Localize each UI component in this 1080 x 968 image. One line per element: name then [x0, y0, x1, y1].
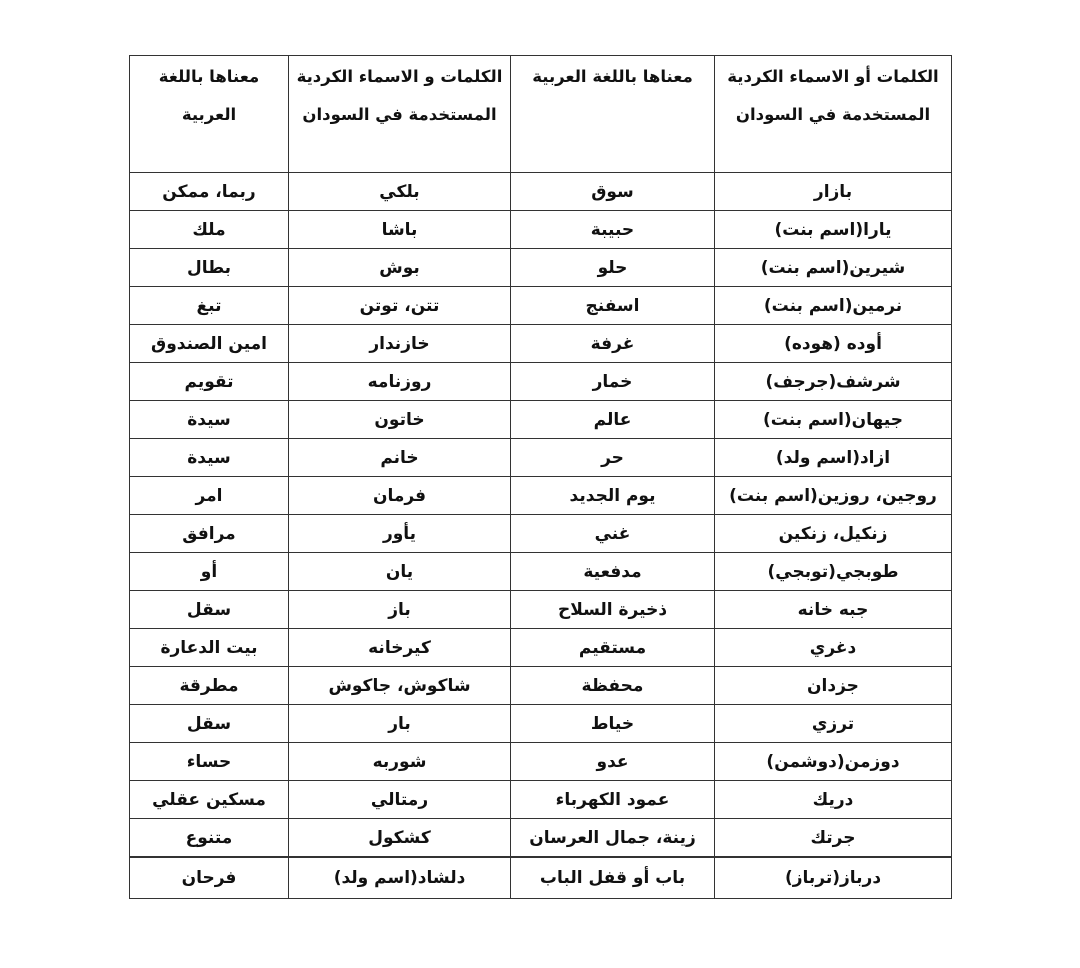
arabic-meaning-cell: خمار [511, 363, 715, 401]
arabic-meaning-cell: اسفنج [511, 287, 715, 325]
arabic-meaning-cell: غرفة [511, 325, 715, 363]
kurdish-word-cell: تتن، توتن [289, 287, 511, 325]
kurdish-word-cell: دوزمن(دوشمن) [715, 743, 952, 781]
arabic-meaning-cell: تبغ [130, 287, 289, 325]
kurdish-word-cell: روزنامه [289, 363, 511, 401]
kurdish-word-cell: دلشاد(اسم ولد) [289, 857, 511, 899]
table-row [130, 629, 952, 667]
kurdish-word-cell: كيرخانه [289, 629, 511, 667]
kurdish-word-cell: ازاد(اسم ولد) [715, 439, 952, 477]
kurdish-word-cell: دغري [715, 629, 952, 667]
kurdish-word-cell: طوبجي(توبجي) [715, 553, 952, 591]
arabic-meaning-cell: بطال [130, 249, 289, 287]
kurdish-word-cell: جبه خانه [715, 591, 952, 629]
table-row [130, 477, 952, 515]
table-row [130, 173, 952, 211]
arabic-meaning-cell: حر [511, 439, 715, 477]
kurdish-word-cell: شاكوش، جاكوش [289, 667, 511, 705]
kurdish-word-cell: نرمين(اسم بنت) [715, 287, 952, 325]
arabic-meaning-cell: حساء [130, 743, 289, 781]
kurdish-word-cell: شيرين(اسم بنت) [715, 249, 952, 287]
kurdish-word-cell: شوربه [289, 743, 511, 781]
arabic-meaning-cell: ذخيرة السلاح [511, 591, 715, 629]
arabic-meaning-cell: سيدة [130, 401, 289, 439]
table-row [130, 705, 952, 743]
table-row [130, 591, 952, 629]
arabic-meaning-cell: بيت الدعارة [130, 629, 289, 667]
arabic-meaning-cell: متنوع [130, 819, 289, 858]
arabic-meaning-cell: عالم [511, 401, 715, 439]
arabic-meaning-cell: امر [130, 477, 289, 515]
arabic-meaning-cell: باب أو قفل الباب [511, 857, 715, 899]
arabic-meaning-cell: مستقيم [511, 629, 715, 667]
table-row [130, 857, 952, 899]
arabic-meaning-cell: غني [511, 515, 715, 553]
kurdish-word-cell: يأور [289, 515, 511, 553]
kurdish-word-cell: جزدان [715, 667, 952, 705]
arabic-meaning-cell: خياط [511, 705, 715, 743]
table-row [130, 553, 952, 591]
table-row [130, 781, 952, 819]
arabic-meaning-cell: فرحان [130, 857, 289, 899]
kurdish-word-cell: جيهان(اسم بنت) [715, 401, 952, 439]
arabic-meaning-cell: تقويم [130, 363, 289, 401]
kurdish-word-cell: خازندار [289, 325, 511, 363]
arabic-meaning-cell: زينة، جمال العرسان [511, 819, 715, 858]
table-row [130, 743, 952, 781]
table-row [130, 249, 952, 287]
header-arabic-meaning-2: معناها باللغة العربية [130, 56, 289, 173]
kurdish-word-cell: كشكول [289, 819, 511, 858]
arabic-meaning-cell: أو [130, 553, 289, 591]
kurdish-word-cell: باز [289, 591, 511, 629]
arabic-meaning-cell: عدو [511, 743, 715, 781]
kurdish-word-cell: باشا [289, 211, 511, 249]
kurdish-word-cell: جرتك [715, 819, 952, 858]
arabic-meaning-cell: امين الصندوق [130, 325, 289, 363]
kurdish-word-cell: زنكيل، زنكين [715, 515, 952, 553]
kurdish-word-cell: يان [289, 553, 511, 591]
table-row [130, 667, 952, 705]
table-row [130, 439, 952, 477]
arabic-meaning-cell: سوق [511, 173, 715, 211]
kurdish-word-cell: يارا(اسم بنت) [715, 211, 952, 249]
kurdish-word-cell: خاتون [289, 401, 511, 439]
header-kurdish-words-1: الكلمات أو الاسماء الكردية المستخدمة في السودان [715, 56, 952, 173]
table-row [130, 401, 952, 439]
arabic-meaning-cell: ربما، ممكن [130, 173, 289, 211]
table-row [130, 211, 952, 249]
arabic-meaning-cell: مسكين عقلي [130, 781, 289, 819]
arabic-meaning-cell: ملك [130, 211, 289, 249]
arabic-meaning-cell: سيدة [130, 439, 289, 477]
kurdish-word-cell: ترزي [715, 705, 952, 743]
kurdish-word-cell: خانم [289, 439, 511, 477]
header-kurdish-words-2: الكلمات و الاسماء الكردية المستخدمة في السودان [289, 56, 511, 173]
table-body [130, 173, 952, 899]
header-arabic-meaning-1: معناها باللغة العربية [511, 56, 715, 173]
table-row [130, 819, 952, 858]
arabic-meaning-cell: محفظة [511, 667, 715, 705]
kurdish-word-cell: رمتالي [289, 781, 511, 819]
arabic-meaning-cell: حبيبة [511, 211, 715, 249]
header-row [130, 56, 952, 173]
vocabulary-table [129, 55, 952, 899]
arabic-meaning-cell: مرافق [130, 515, 289, 553]
kurdish-word-cell: بازار [715, 173, 952, 211]
arabic-meaning-cell: حلو [511, 249, 715, 287]
table-row [130, 363, 952, 401]
kurdish-word-cell: بلكي [289, 173, 511, 211]
table-row [130, 515, 952, 553]
arabic-meaning-cell: سقل [130, 591, 289, 629]
kurdish-word-cell: روجين، روزين(اسم بنت) [715, 477, 952, 515]
table-row [130, 325, 952, 363]
arabic-meaning-cell: مدفعية [511, 553, 715, 591]
kurdish-word-cell: بار [289, 705, 511, 743]
table-row [130, 287, 952, 325]
kurdish-word-cell: دريك [715, 781, 952, 819]
arabic-meaning-cell: سقل [130, 705, 289, 743]
kurdish-word-cell: أوده (هوده) [715, 325, 952, 363]
kurdish-word-cell: درباز(ترباز) [715, 857, 952, 899]
arabic-meaning-cell: عمود الكهرباء [511, 781, 715, 819]
kurdish-word-cell: شرشف(جرجف) [715, 363, 952, 401]
arabic-meaning-cell: مطرقة [130, 667, 289, 705]
kurdish-word-cell: فرمان [289, 477, 511, 515]
kurdish-word-cell: بوش [289, 249, 511, 287]
arabic-meaning-cell: يوم الجديد [511, 477, 715, 515]
